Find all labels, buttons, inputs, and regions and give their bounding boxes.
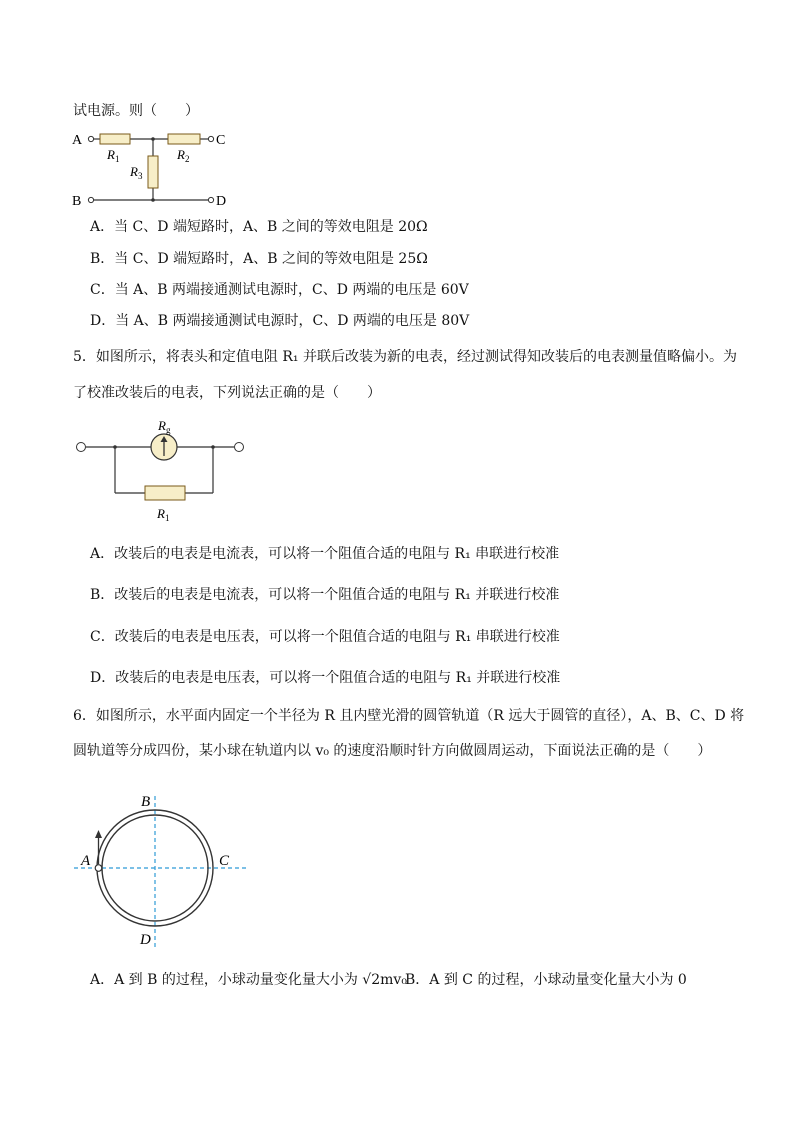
q6-option-b[interactable]: B．A 到 C 的过程，小球动量变化量大小为 0 bbox=[405, 972, 687, 988]
label-b: B bbox=[72, 194, 82, 209]
q4-option-c[interactable]: C．当 A、B 两端接通测试电源时，C、D 两端的电压是 60V bbox=[90, 282, 469, 298]
label-r1: R bbox=[107, 147, 115, 162]
label-b: B bbox=[141, 794, 151, 810]
terminal-d bbox=[208, 197, 213, 202]
terminal-left bbox=[77, 443, 86, 452]
label-r2-sub: 2 bbox=[184, 154, 190, 164]
resistor-r3 bbox=[148, 156, 158, 188]
svg-text:R1 bbox=[156, 506, 169, 523]
svg-text:R3 bbox=[129, 164, 143, 181]
q5-option-b[interactable]: B．改装后的电表是电流表，可以将一个阻值合适的电阻与 R₁ 并联进行校准 bbox=[90, 587, 560, 603]
velocity-arrow-icon bbox=[95, 830, 102, 838]
q4-option-a[interactable]: A．当 C、D 端短路时，A、B 之间的等效电阻是 20Ω bbox=[90, 219, 428, 235]
label-rg: R bbox=[158, 418, 166, 433]
q6-stem-line2: 圆轨道等分成四份，某小球在轨道内以 v₀ 的速度沿顺时针方向做圆周运动，下面说法正确的是（ ） bbox=[73, 743, 712, 759]
label-a: A bbox=[72, 133, 83, 148]
q4-stem-tail: 试电源。则（ ） bbox=[73, 103, 199, 119]
q5-option-d[interactable]: D．改装后的电表是电压表，可以将一个阻值合适的电阻与 R₁ 并联进行校准 bbox=[90, 670, 561, 686]
q6-stem-line1: 6．如图所示，水平面内固定一个半径为 R 且内壁光滑的圆管轨道（R 远大于圆管的直径），A、B、C、D 将 bbox=[73, 708, 745, 724]
svg-text:R2 bbox=[176, 147, 189, 164]
q5-option-a[interactable]: A．改装后的电表是电流表，可以将一个阻值合适的电阻与 R₁ 串联进行校准 bbox=[90, 546, 560, 562]
label-rg-sub: g bbox=[165, 425, 171, 435]
terminal-c bbox=[208, 136, 213, 141]
terminal-a bbox=[88, 136, 93, 141]
terminal-b bbox=[88, 197, 93, 202]
svg-text:R1 bbox=[106, 147, 119, 164]
label-c: C bbox=[219, 853, 230, 869]
q6-option-a[interactable]: A．A 到 B 的过程，小球动量变化量大小为 √2mv₀ bbox=[90, 972, 407, 988]
svg-text:Rg bbox=[157, 418, 171, 435]
label-a: A bbox=[81, 853, 91, 869]
label-r1: R bbox=[157, 506, 165, 521]
ball bbox=[95, 865, 102, 872]
terminal-right bbox=[235, 443, 244, 452]
q5-option-c[interactable]: C．改装后的电表是电压表，可以将一个阻值合适的电阻与 R₁ 串联进行校准 bbox=[90, 629, 560, 645]
q5-stem-line1: 5．如图所示，将表头和定值电阻 R₁ 并联后改装为新的电表，经过测试得知改装后的电表测量值略偏小。为 bbox=[73, 349, 737, 365]
q5-circuit-diagram bbox=[70, 413, 255, 525]
label-r1-sub: 1 bbox=[164, 513, 170, 523]
q5-stem-line2: 了校准改装后的电表，下列说法正确的是（ ） bbox=[73, 385, 381, 401]
resistor-r1 bbox=[145, 486, 185, 500]
label-c: C bbox=[216, 133, 226, 148]
q6-circular-track-diagram bbox=[70, 792, 255, 952]
label-r1-sub: 1 bbox=[114, 154, 120, 164]
label-r2: R bbox=[177, 147, 185, 162]
q4-circuit-diagram bbox=[70, 126, 240, 212]
label-r3: R bbox=[130, 164, 138, 179]
q4-option-b[interactable]: B．当 C、D 端短路时，A、B 之间的等效电阻是 25Ω bbox=[90, 251, 428, 267]
q4-option-d[interactable]: D．当 A、B 两端接通测试电源时，C、D 两端的电压是 80V bbox=[90, 313, 470, 329]
label-d: D bbox=[140, 932, 151, 948]
resistor-r1 bbox=[100, 134, 130, 144]
label-d: D bbox=[216, 194, 227, 209]
label-r3-sub: 3 bbox=[137, 171, 143, 181]
resistor-r2 bbox=[168, 134, 200, 144]
